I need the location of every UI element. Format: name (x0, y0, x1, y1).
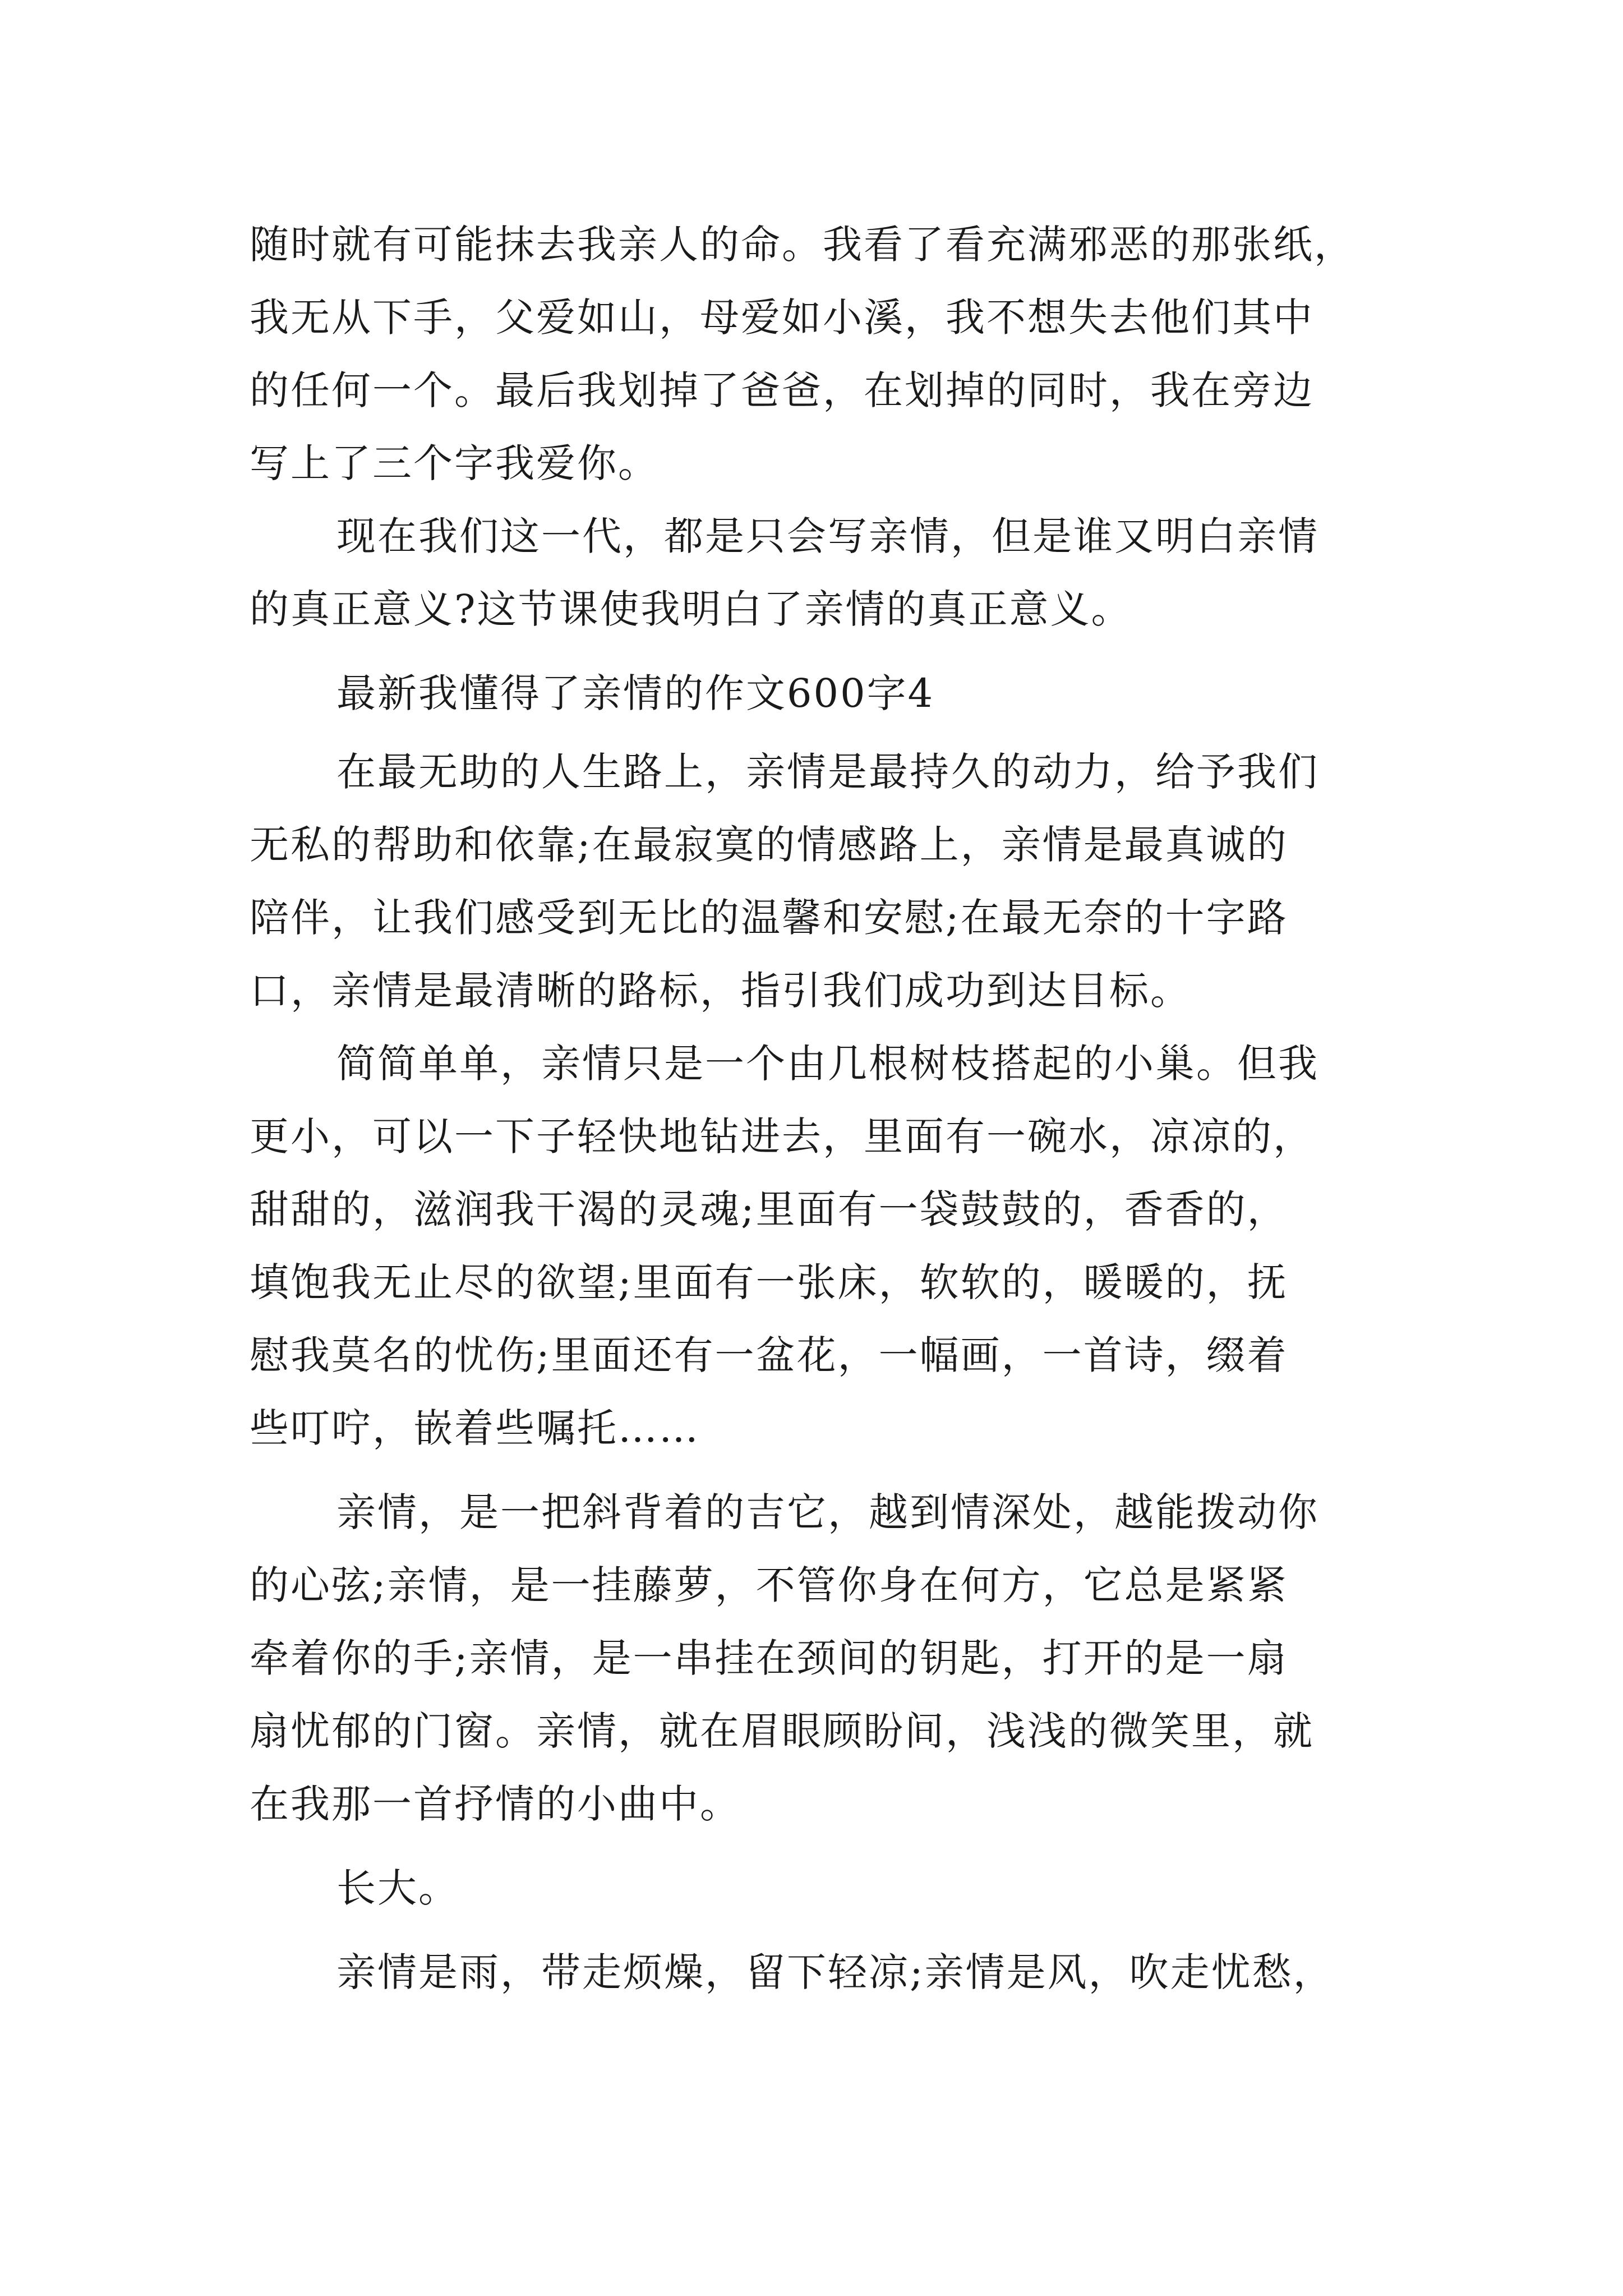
paragraph-first-line: 长大。 (336, 1865, 459, 1911)
text-line: 无私的帮助和依靠;在最寂寞的情感路上，亲情是最真诚的 (250, 822, 1288, 868)
text-line: 的任何一个。最后我划掉了爸爸，在划掉的同时，我在旁边 (250, 367, 1314, 413)
text-line: 牵着你的手;亲情，是一串挂在颈间的钥匙，打开的是一扇 (250, 1635, 1288, 1681)
text-line: 更小，可以一下子轻快地钻进去，里面有一碗水，凉凉的， (250, 1114, 1314, 1159)
text-line: 甜甜的，滋润我干渴的灵魂;里面有一袋鼓鼓的，香香的， (250, 1186, 1288, 1232)
paragraph-first-line: 亲情，是一把斜背着的吉它，越到情深处，越能拨动你 (336, 1489, 1319, 1535)
paragraph-first-line: 简简单单，亲情只是一个由几根树枝搭起的小巢。但我 (336, 1041, 1319, 1087)
section-heading: 最新我懂得了亲情的作文600字4 (336, 670, 935, 716)
text-line: 在我那一首抒情的小曲中。 (250, 1781, 741, 1827)
text-line: 写上了三个字我爱你。 (250, 440, 659, 486)
paragraph-first-line: 现在我们这一代，都是只会写亲情，但是谁又明白亲情 (336, 513, 1319, 559)
paragraph-first-line: 亲情是雨，带走烦燥，留下轻凉;亲情是风，吹走忧愁， (336, 1949, 1334, 1995)
text-line: 的心弦;亲情，是一挂藤萝，不管你身在何方，它总是紧紧 (250, 1562, 1288, 1608)
text-line: 随时就有可能抹去我亲人的命。我看了看充满邪恶的那张纸， (250, 222, 1355, 268)
text-line: 扇忧郁的门窗。亲情，就在眉眼顾盼间，浅浅的微笑里，就 (250, 1708, 1314, 1754)
text-line: 些叮咛，嵌着些嘱托…… (250, 1405, 700, 1451)
text-line: 口，亲情是最清晰的路标，指引我们成功到达目标。 (250, 968, 1191, 1014)
text-line: 的真正意义?这节课使我明白了亲情的真正意义。 (250, 586, 1132, 632)
text-line: 陪伴，让我们感受到无比的温馨和安慰;在最无奈的十字路 (250, 895, 1288, 941)
text-line: 慰我莫名的忧伤;里面还有一盆花，一幅画，一首诗，缀着 (250, 1332, 1288, 1378)
text-line: 我无从下手，父爱如山，母爱如小溪，我不想失去他们其中 (250, 295, 1314, 341)
text-line: 填饱我无止尽的欲望;里面有一张床，软软的，暖暖的，抚 (250, 1259, 1288, 1305)
paragraph-first-line: 在最无助的人生路上，亲情是最持久的动力，给予我们 (336, 749, 1319, 795)
